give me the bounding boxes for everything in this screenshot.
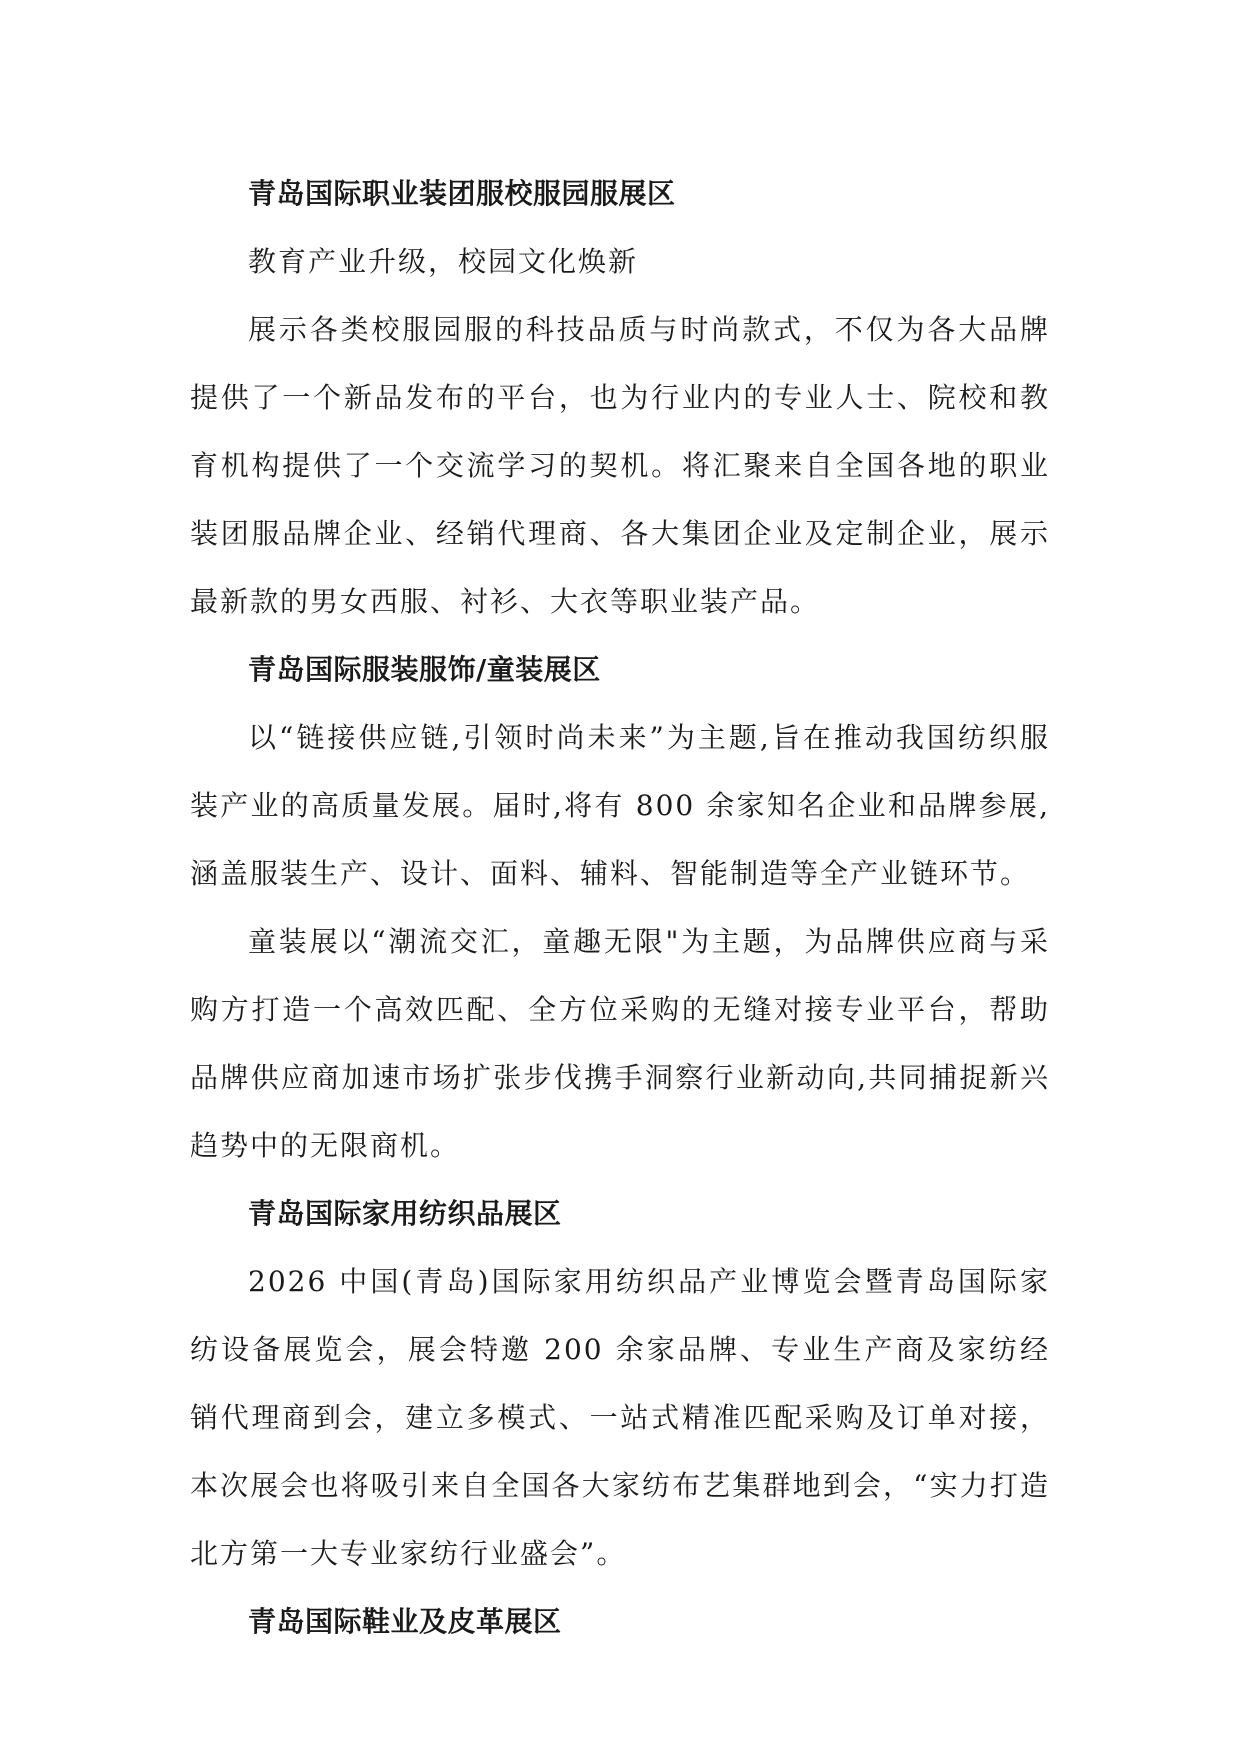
section-paragraph: 童装展以“潮流交汇，童趣无限"为主题，为品牌供应商与采购方打造一个高效匹配、全方位采购的无缝对接专业平台，帮助品牌供应商加速市场扩张步伐携手洞察行业新动向,共同捕捉新兴趋势中的无限商机。 xyxy=(190,925,1050,1162)
section-uniform xyxy=(190,160,1050,636)
section-heading: 青岛国际鞋业及皮革展区 xyxy=(248,1605,562,1638)
section-paragraph: 以“链接供应链,引领时尚未来”为主题,旨在推动我国纺织服装产业的高质量发展。届时,将有 800 余家知名企业和品牌参展,涵盖服装生产、设计、面料、辅料、智能制造等全产业链环节。 xyxy=(190,721,1050,890)
section-paragraph: 展示各类校服园服的科技品质与时尚款式，不仅为各大品牌提供了一个新品发布的平台，也为行业内的专业人士、院校和教育机构提供了一个交流学习的契机。将汇聚来自全国各地的职业装团服品牌企业、经销代理商、各大集团企业及定制企业，展示最新款的男女西服、衬衫、大衣等职业装产品。 xyxy=(190,313,1050,618)
section-heading: 青岛国际服装服饰/童装展区 xyxy=(248,653,601,686)
document-page xyxy=(190,160,1050,1656)
section-footwear xyxy=(190,1588,1050,1656)
section-subtitle: 教育产业升级，校园文化焕新 xyxy=(248,245,639,278)
section-apparel xyxy=(190,636,1050,1180)
section-paragraph: 2026 中国(青岛)国际家用纺织品产业博览会暨青岛国际家纺设备展览会，展会特邀 200 余家品牌、专业生产商及家纺经销代理商到会，建立多模式、一站式精准匹配采购及订单对接，本次展会也将吸引来自全国各大家纺布艺集群地到会，“实力打造北方第一大专业家纺行业盛会”。 xyxy=(190,1265,1050,1570)
section-heading: 青岛国际家用纺织品展区 xyxy=(248,1197,562,1230)
section-heading: 青岛国际职业装团服校服园服展区 xyxy=(248,177,676,210)
section-home-textile xyxy=(190,1180,1050,1588)
